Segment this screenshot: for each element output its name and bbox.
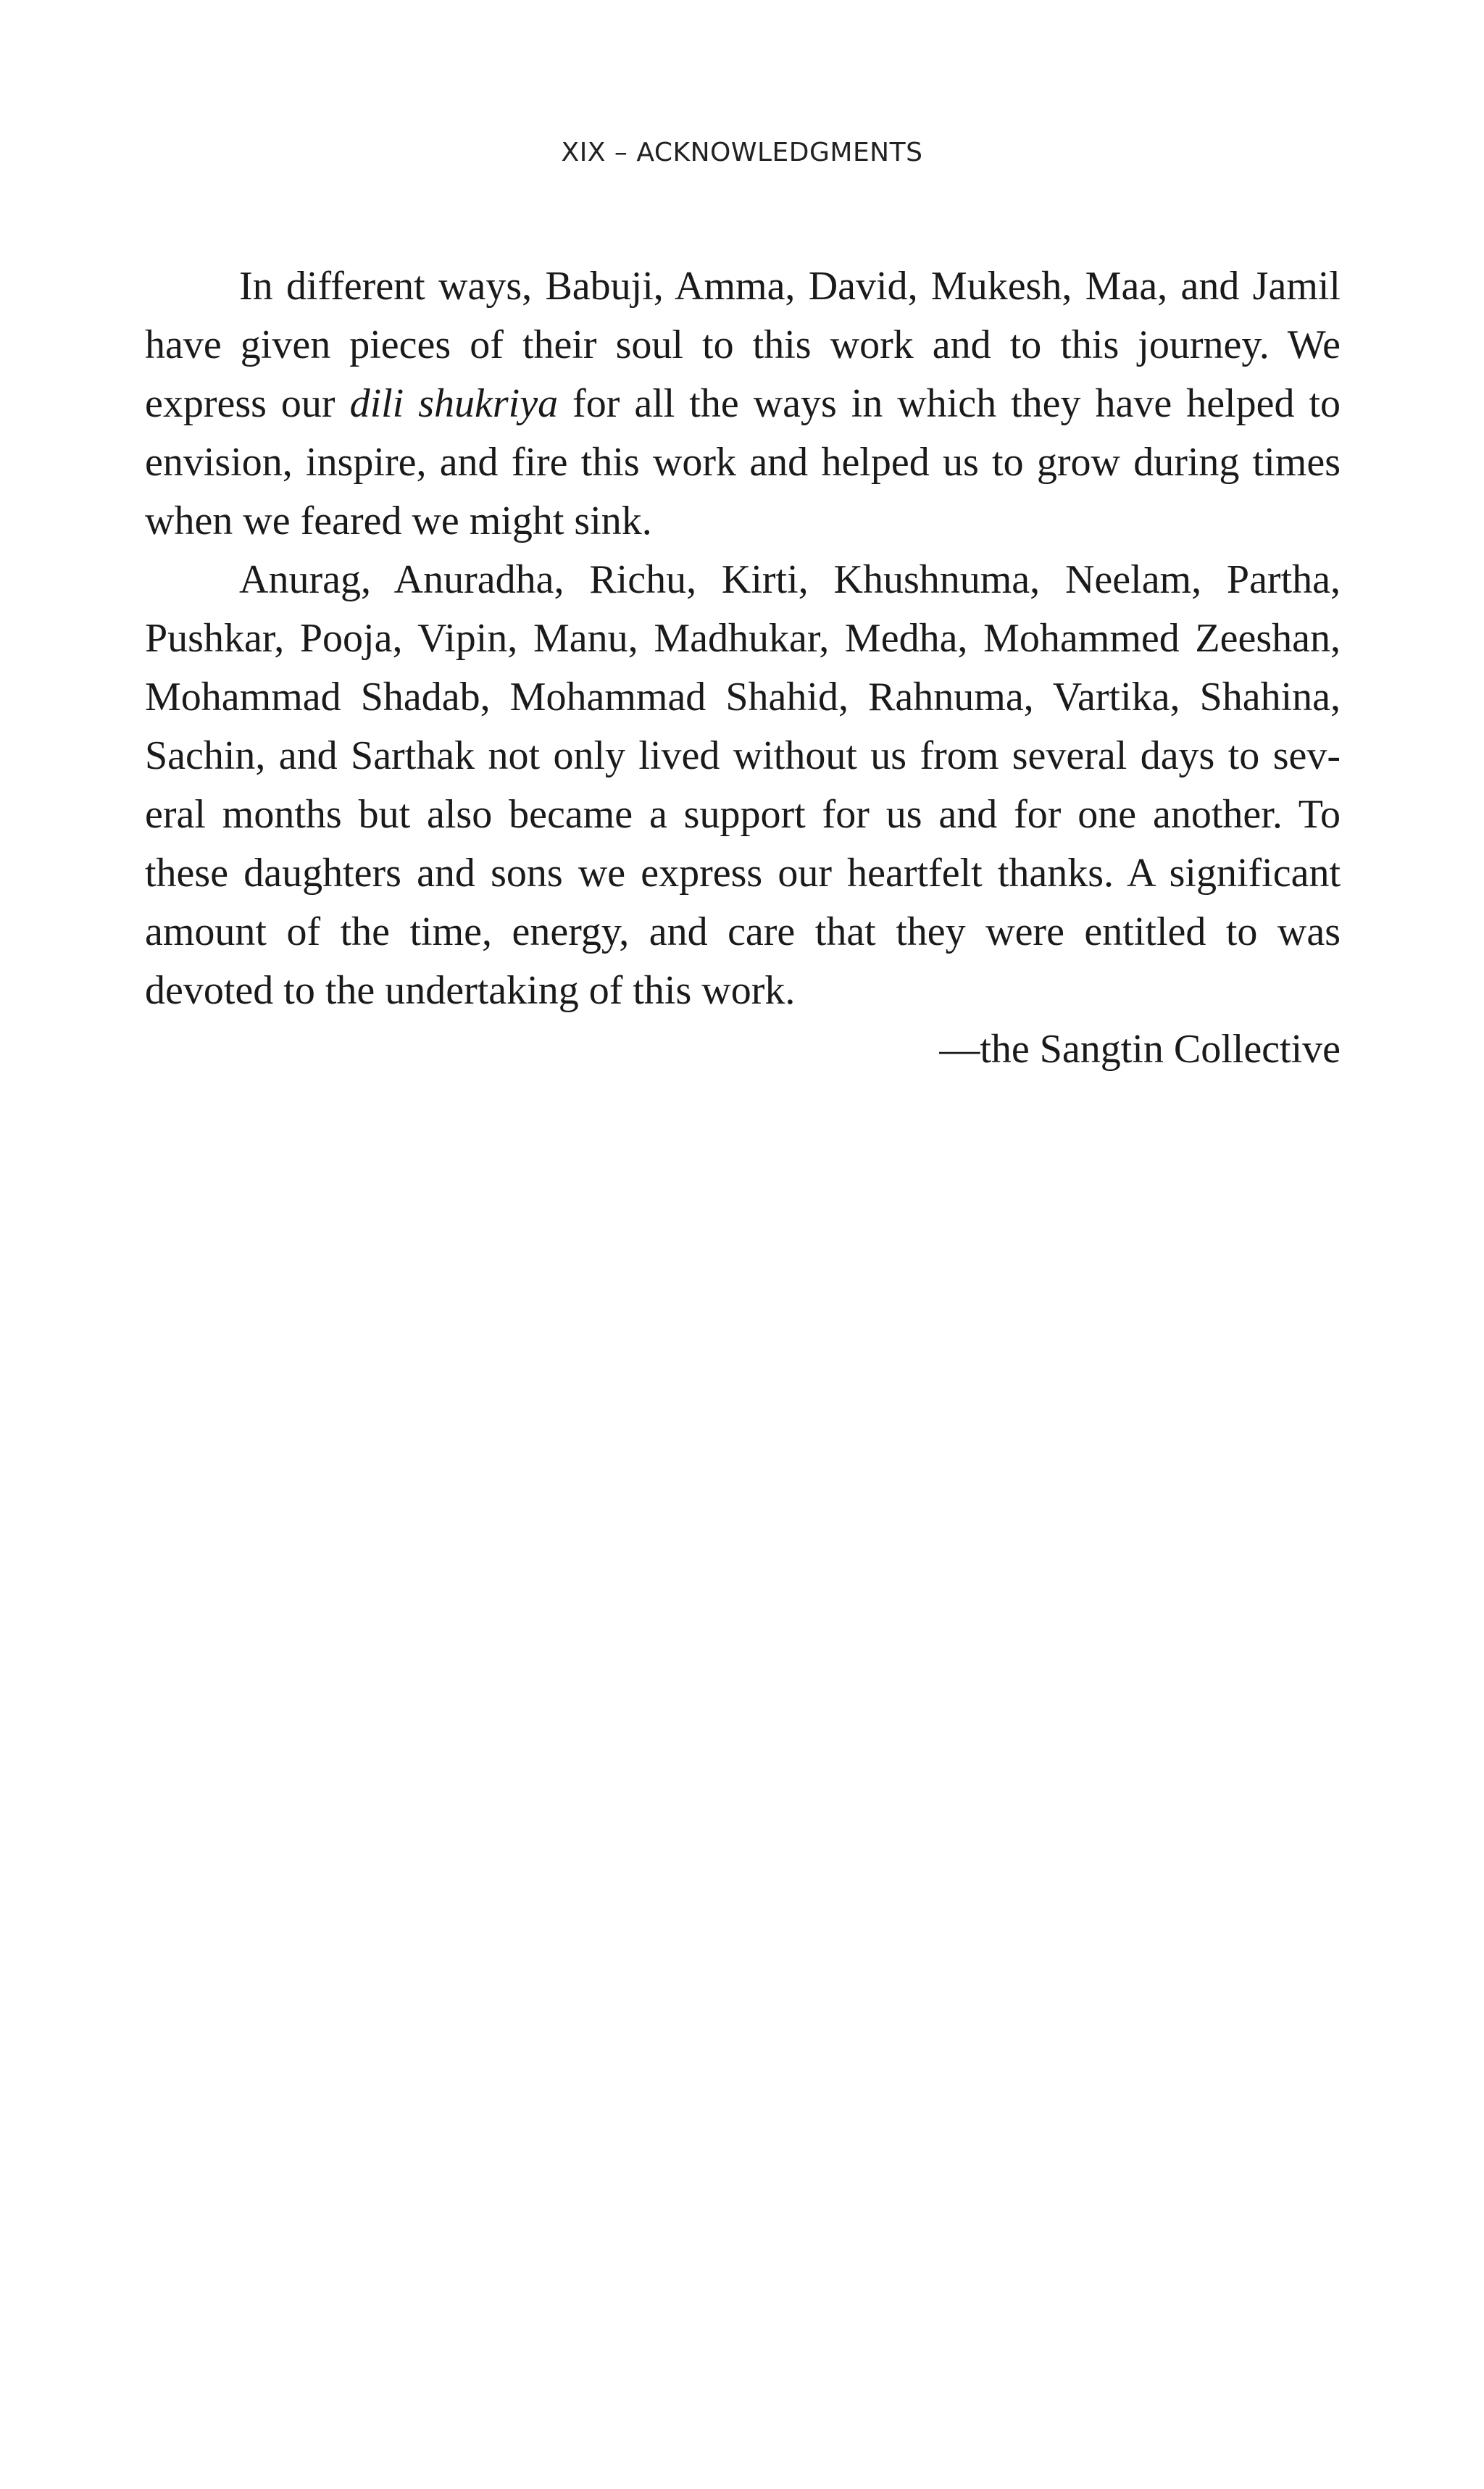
paragraph-1-text-start: In different ways, Babuji, Amma, David, Mukesh, Maa, and Jamil have given pieces of their soul to this work and to this journey. We express our <box>145 264 1341 426</box>
signature-line: —the Sangtin Collective <box>939 1027 1341 1072</box>
acknowledgments-body <box>145 257 1341 1079</box>
paragraph-1-italic-phrase: dili shukriya <box>349 381 559 426</box>
paragraph-2: Anurag, Anuradha, Richu, Kirti, Khushnuma, Neelam, Partha, Pushkar, Pooja, Vipin, Manu, Madhukar, Medha, Mohammed Zeeshan, Mohammad Shadab, Mohammad Shahid, Rahnuma, Vartika, Shahina, Sachin, and Sarthak not only lived without us from several days to several months but also became a support for us and for one another. To these daughters and sons we express our heartfelt thanks. A significant amount of the time, energy, and care that they were entitled to was devoted to the undertaking of this work. <box>145 557 1341 1013</box>
paragraph-1 <box>145 257 1341 551</box>
running-head: XIX – ACKNOWLEDGMENTS <box>561 138 923 167</box>
paragraph-1-text-end: for all the ways in which they have helped to envision, inspire, and fire this work and helped us to grow during times when we feared we might sink. <box>145 381 1341 543</box>
